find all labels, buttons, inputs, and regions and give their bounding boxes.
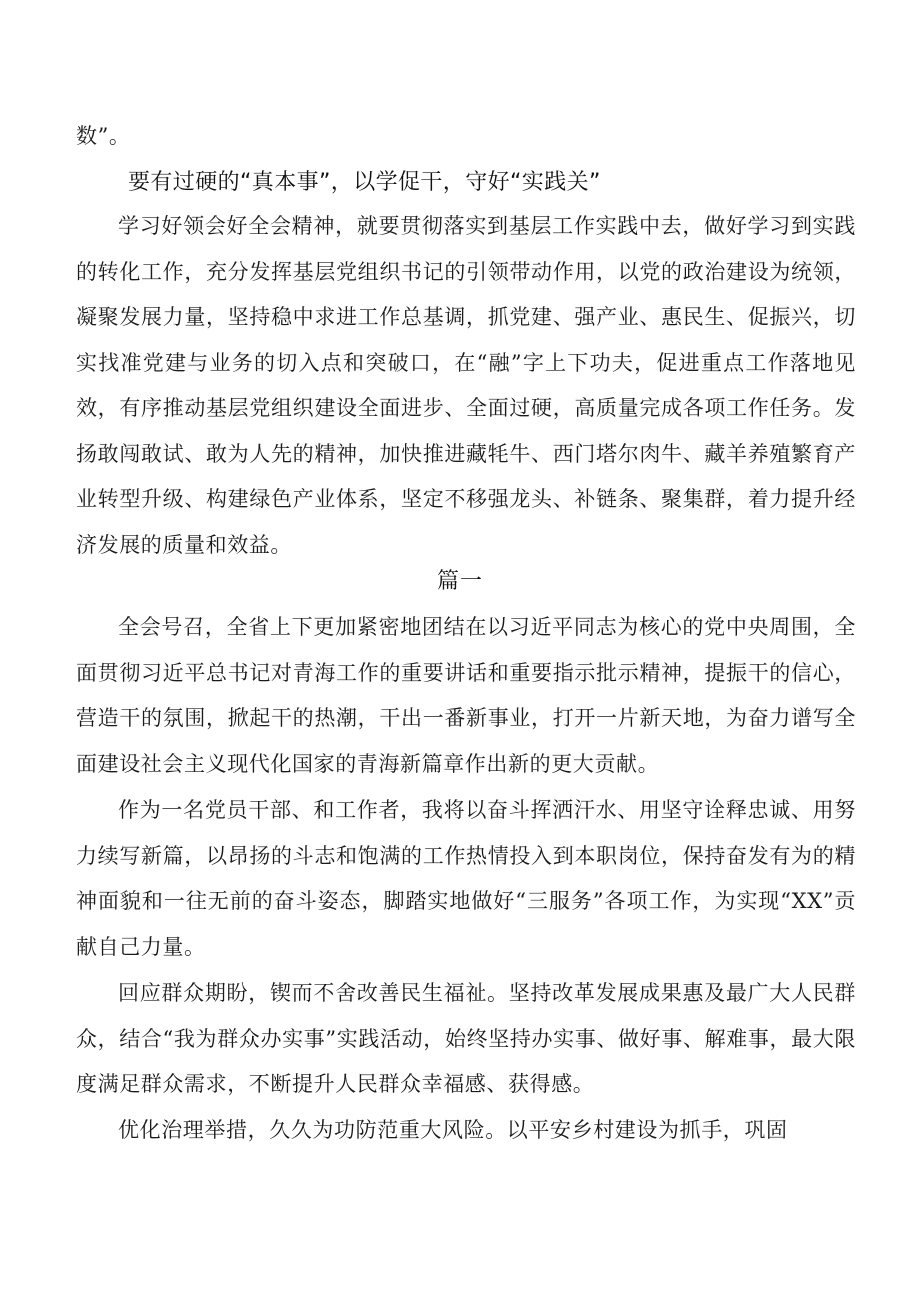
section-heading-practice: 要有过硬的“真本事”，以学促干，守好“实践关”: [128, 170, 601, 195]
paragraph-fragment-top: 数”。: [76, 124, 131, 148]
paragraph-people-livelihood: 回应群众期盼，锲而不舍改善民生福祉。坚持改革发展成果惠及最广大人民群众，结合“我为群众办实事”实践活动，始终坚持办实事、做好事、解难事，最大限度满足群众需求，不断提升人民群众幸福感、获得感。: [76, 981, 856, 1096]
paragraph-plenary-call: 全会号召，全省上下更加紧密地团结在以习近平同志为核心的党中央周围，全面贯彻习近平总书记对青海工作的重要讲话和重要指示批示精神，提振干的信心，营造干的氛围，掀起干的热潮，干出一番新事业，打开一片新天地，为奋力谱写全面建设社会主义现代化国家的青海新篇章作出新的更大贡献。: [76, 615, 856, 776]
section-title-pian-yi: 篇一: [436, 569, 483, 594]
paragraph-practice: 学习好领会好全会精神，就要贯彻落实到基层工作实践中去，做好学习到实践的转化工作，充分发挥基层党组织书记的引领带动作用，以党的政治建设为统领，凝聚发展力量，坚持稳中求进工作总基调，抓党建、强产业、惠民生、促振兴，切实找准党建与业务的切入点和突破口，在“融”字上下功夫，促进重点工作落地见效，有序推动基层党组织建设全面进步、全面过硬，高质量完成各项工作任务。发扬敢闯敢试、敢为人先的精神，加快推进藏牦牛、西门塔尔肉牛、藏羊养殖繁育产业转型升级、构建绿色产业体系，坚定不移强龙头、补链条、聚集群，着力提升经济发展的质量和效益。: [76, 214, 856, 557]
paragraph-risk-prevention: 优化治理举措，久久为功防范重大风险。以平安乡村建设为抓手，巩固: [118, 1118, 788, 1142]
paragraph-party-member: 作为一名党员干部、和工作者，我将以奋斗挥洒汗水、用坚守诠释忠诚、用努力续写新篇，以昂扬的斗志和饱满的工作热情投入到本职岗位，保持奋发有为的精神面貌和一往无前的奋斗姿态，脚踏实地做好“三服务”各项工作，为实现“XX”贡献自己力量。: [76, 798, 856, 959]
